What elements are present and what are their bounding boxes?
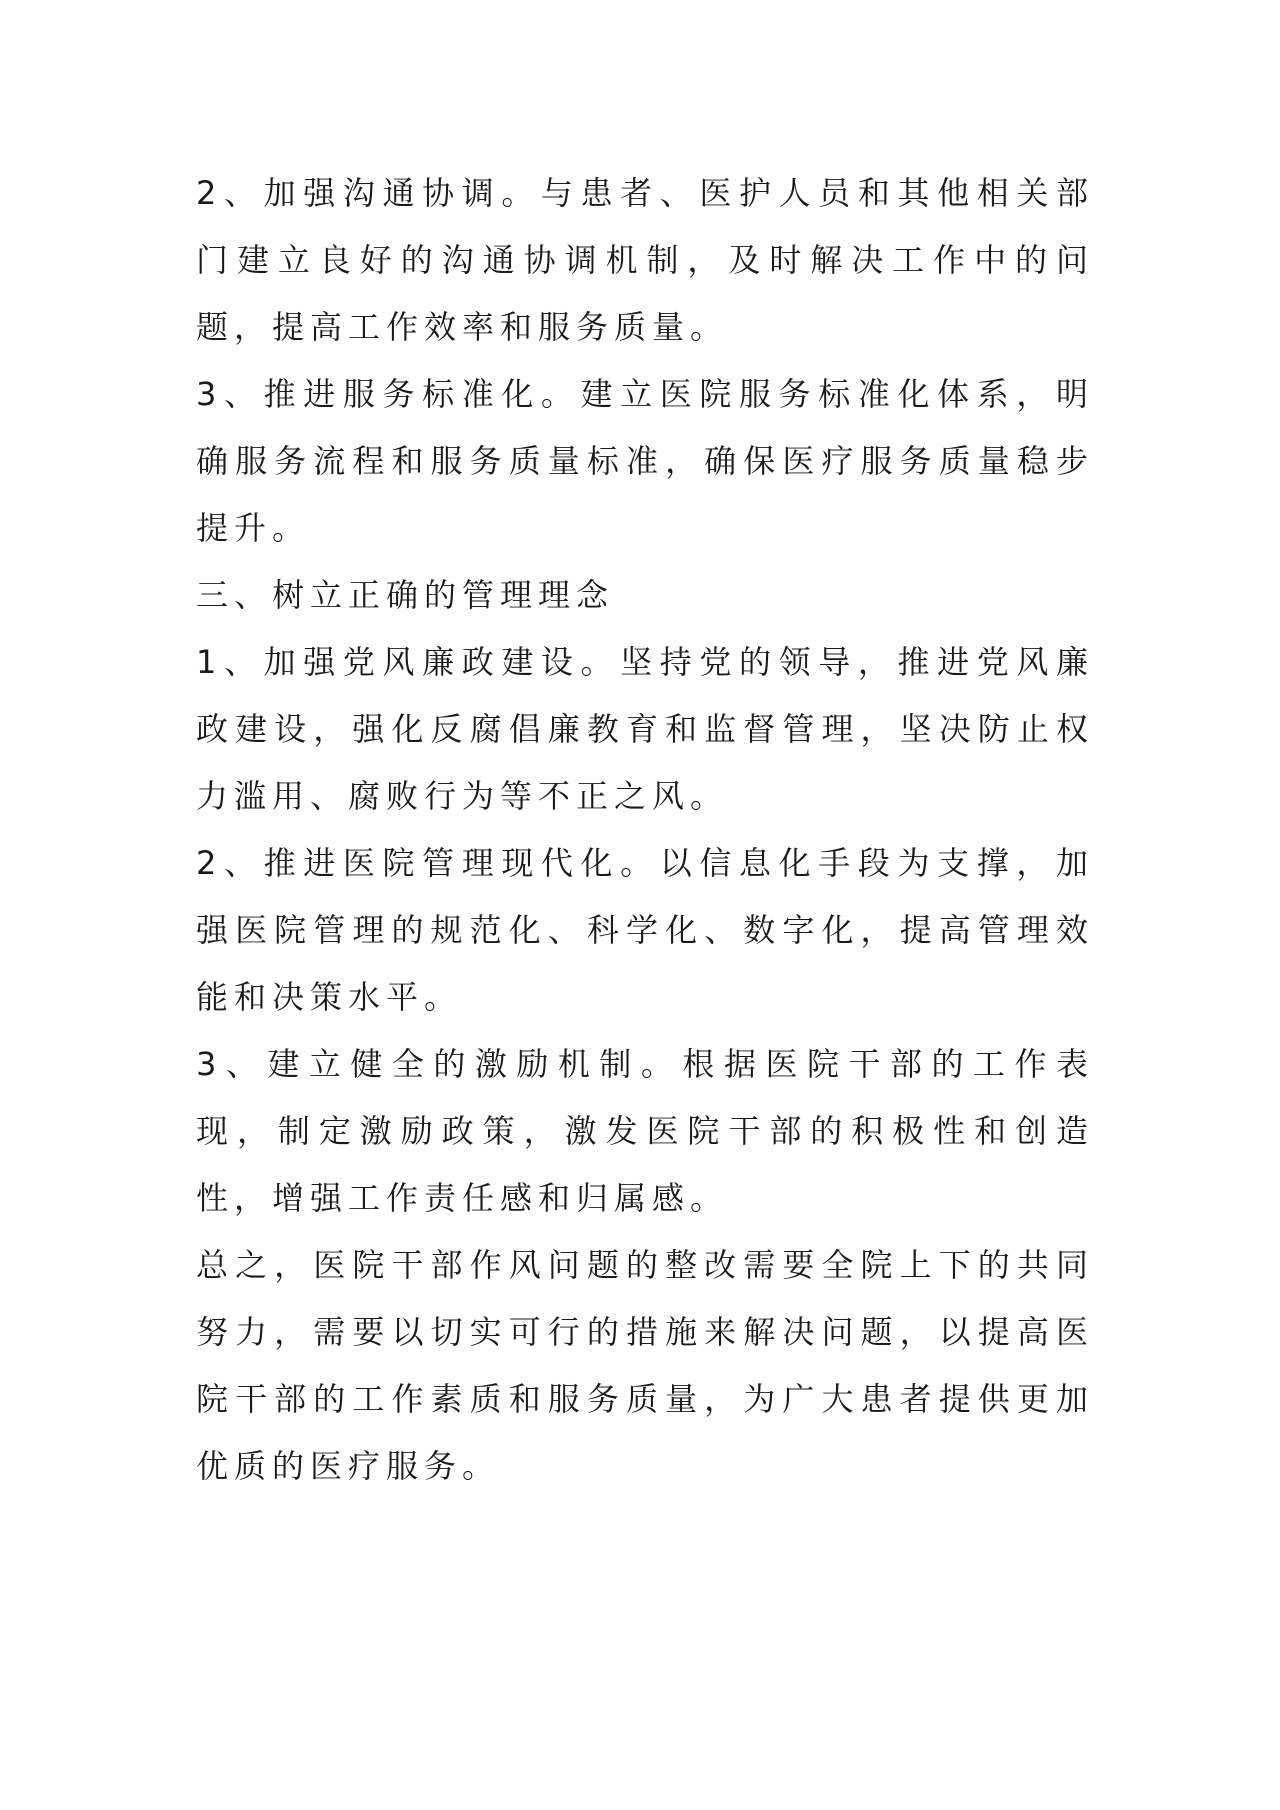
paragraph-modernization: 2、推进医院管理现代化。以信息化手段为支撑，加强医院管理的规范化、科学化、数字化，提高管理效能和决策水平。 bbox=[196, 844, 1094, 1016]
section-heading-management-concept: 三、树立正确的管理理念 bbox=[196, 576, 615, 614]
paragraph-integrity: 1、加强党风廉政建设。坚持党的领导，推进党风廉政建设，强化反腐倡廉教育和监督管理，坚决防止权力滥用、腐败行为等不正之风。 bbox=[196, 643, 1094, 815]
paragraph-conclusion: 总之，医院干部作风问题的整改需要全院上下的共同努力，需要以切实可行的措施来解决问题，以提高医院干部的工作素质和服务质量，为广大患者提供更加优质的医疗服务。 bbox=[196, 1246, 1094, 1485]
paragraph-communication: 2、加强沟通协调。与患者、医护人员和其他相关部门建立良好的沟通协调机制，及时解决工作中的问题，提高工作效率和服务质量。 bbox=[196, 174, 1094, 346]
document-body bbox=[196, 160, 1094, 1500]
paragraph-standardization: 3、推进服务标准化。建立医院服务标准化体系，明确服务流程和服务质量标准，确保医疗服务质量稳步提升。 bbox=[196, 375, 1094, 547]
paragraph-incentive: 3、建立健全的激励机制。根据医院干部的工作表现，制定激励政策，激发医院干部的积极性和创造性，增强工作责任感和归属感。 bbox=[196, 1045, 1094, 1217]
